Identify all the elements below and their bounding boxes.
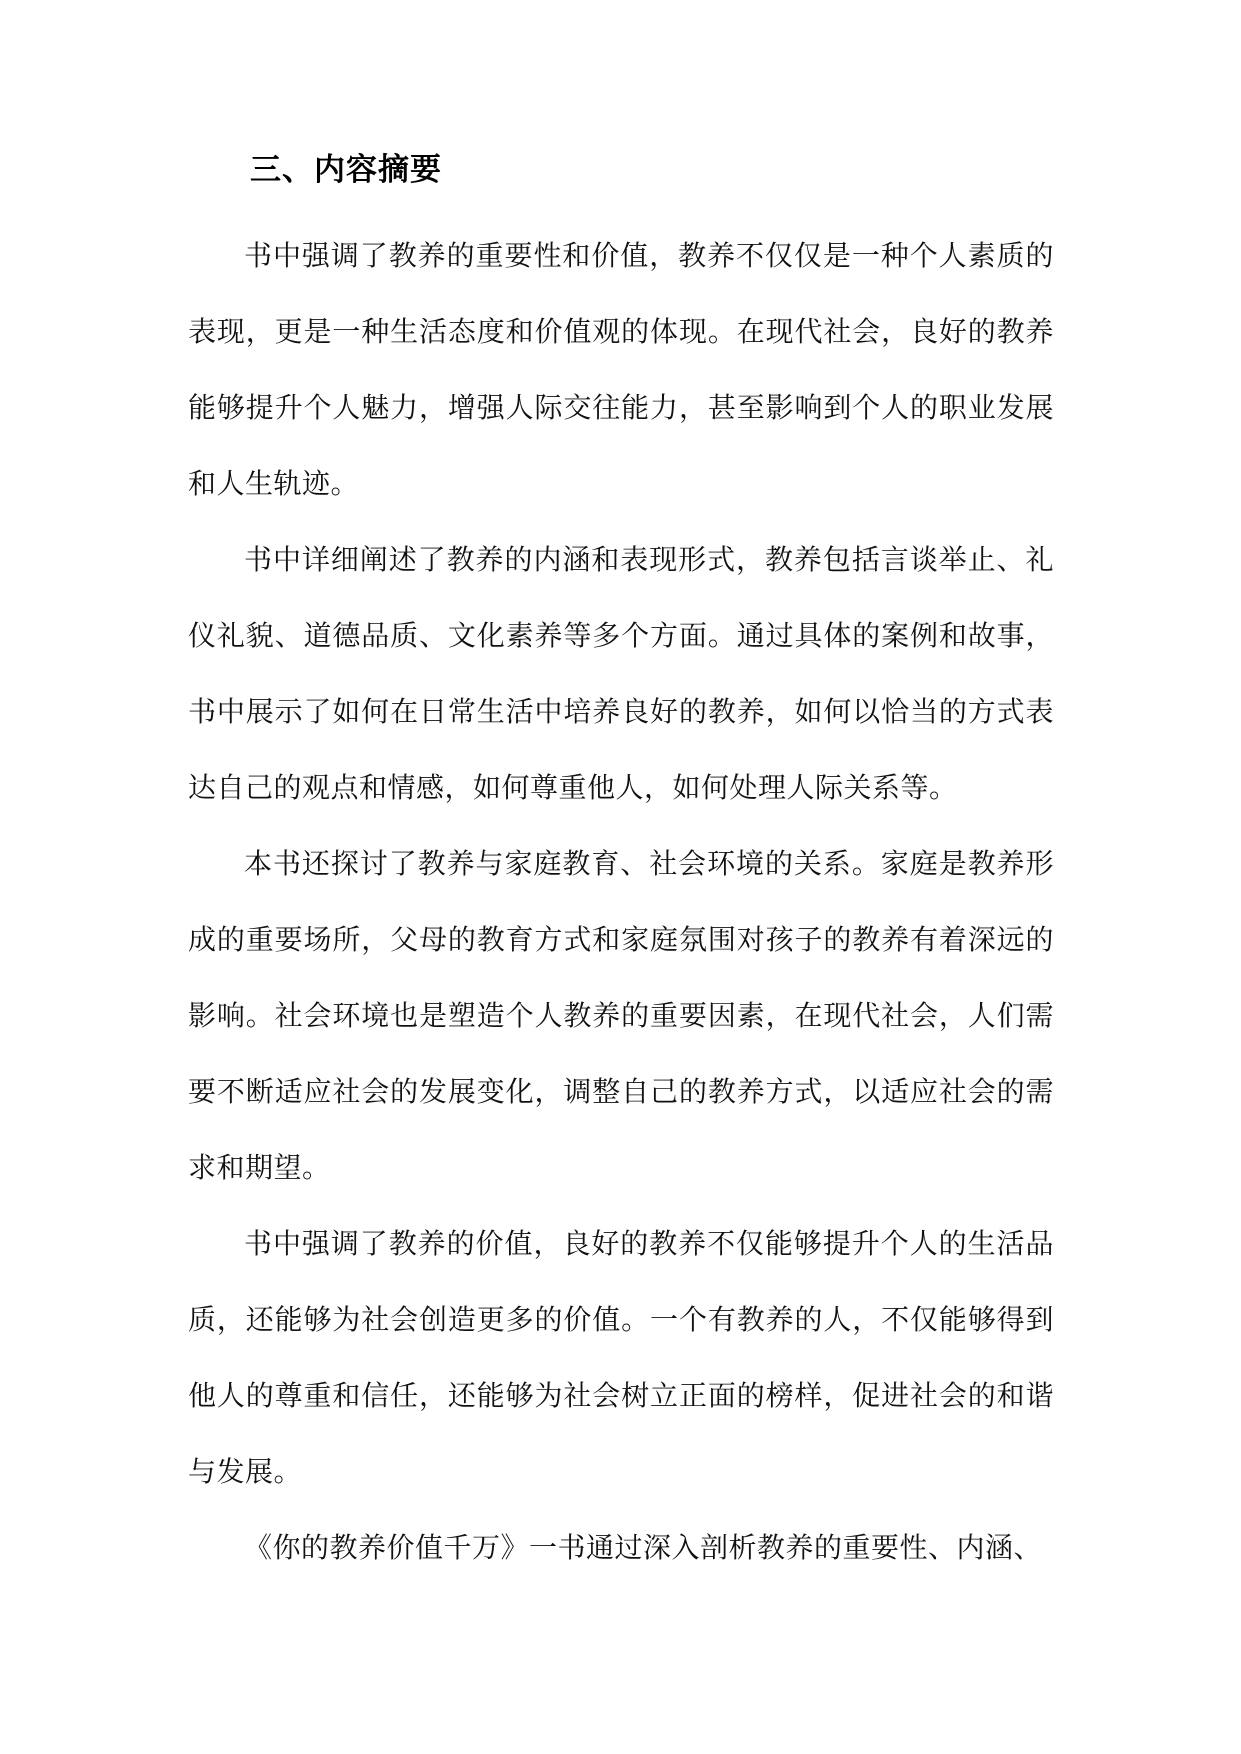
paragraph-5: 《你的教养价值千万》一书通过深入剖析教养的重要性、内涵、: [244, 1531, 1043, 1564]
paragraph-4: 书中强调了教养的价值，良好的教养不仅能够提升个人的生活品质，还能够为社会创造更多的价值。一个有教养的人，不仅能够得到他人的尊重和信任，还能够为社会树立正面的榜样，促进社会的和谐与发展。: [188, 1227, 1054, 1488]
paragraph-3: 本书还探讨了教养与家庭教育、社会环境的关系。家庭是教养形成的重要场所，父母的教育方式和家庭氛围对孩子的教养有着深远的影响。社会环境也是塑造个人教养的重要因素，在现代社会，人们需要不断适应社会的发展变化，调整自己的教养方式，以适应社会的需求和期望。: [188, 847, 1054, 1184]
page-content: [188, 144, 1054, 1586]
section-heading: 三、内容摘要: [250, 152, 442, 188]
paragraph-1: 书中强调了教养的重要性和价值，教养不仅仅是一种个人素质的表现，更是一种生活态度和价值观的体现。在现代社会，良好的教养能够提升个人魅力，增强人际交往能力，甚至影响到个人的职业发展和人生轨迹。: [188, 239, 1054, 500]
paragraph-2: 书中详细阐述了教养的内涵和表现形式，教养包括言谈举止、礼仪礼貌、道德品质、文化素养等多个方面。通过具体的案例和故事，书中展示了如何在日常生活中培养良好的教养，如何以恰当的方式表达自己的观点和情感，如何尊重他人，如何处理人际关系等。: [188, 543, 1054, 804]
body-text: [188, 218, 1054, 1586]
